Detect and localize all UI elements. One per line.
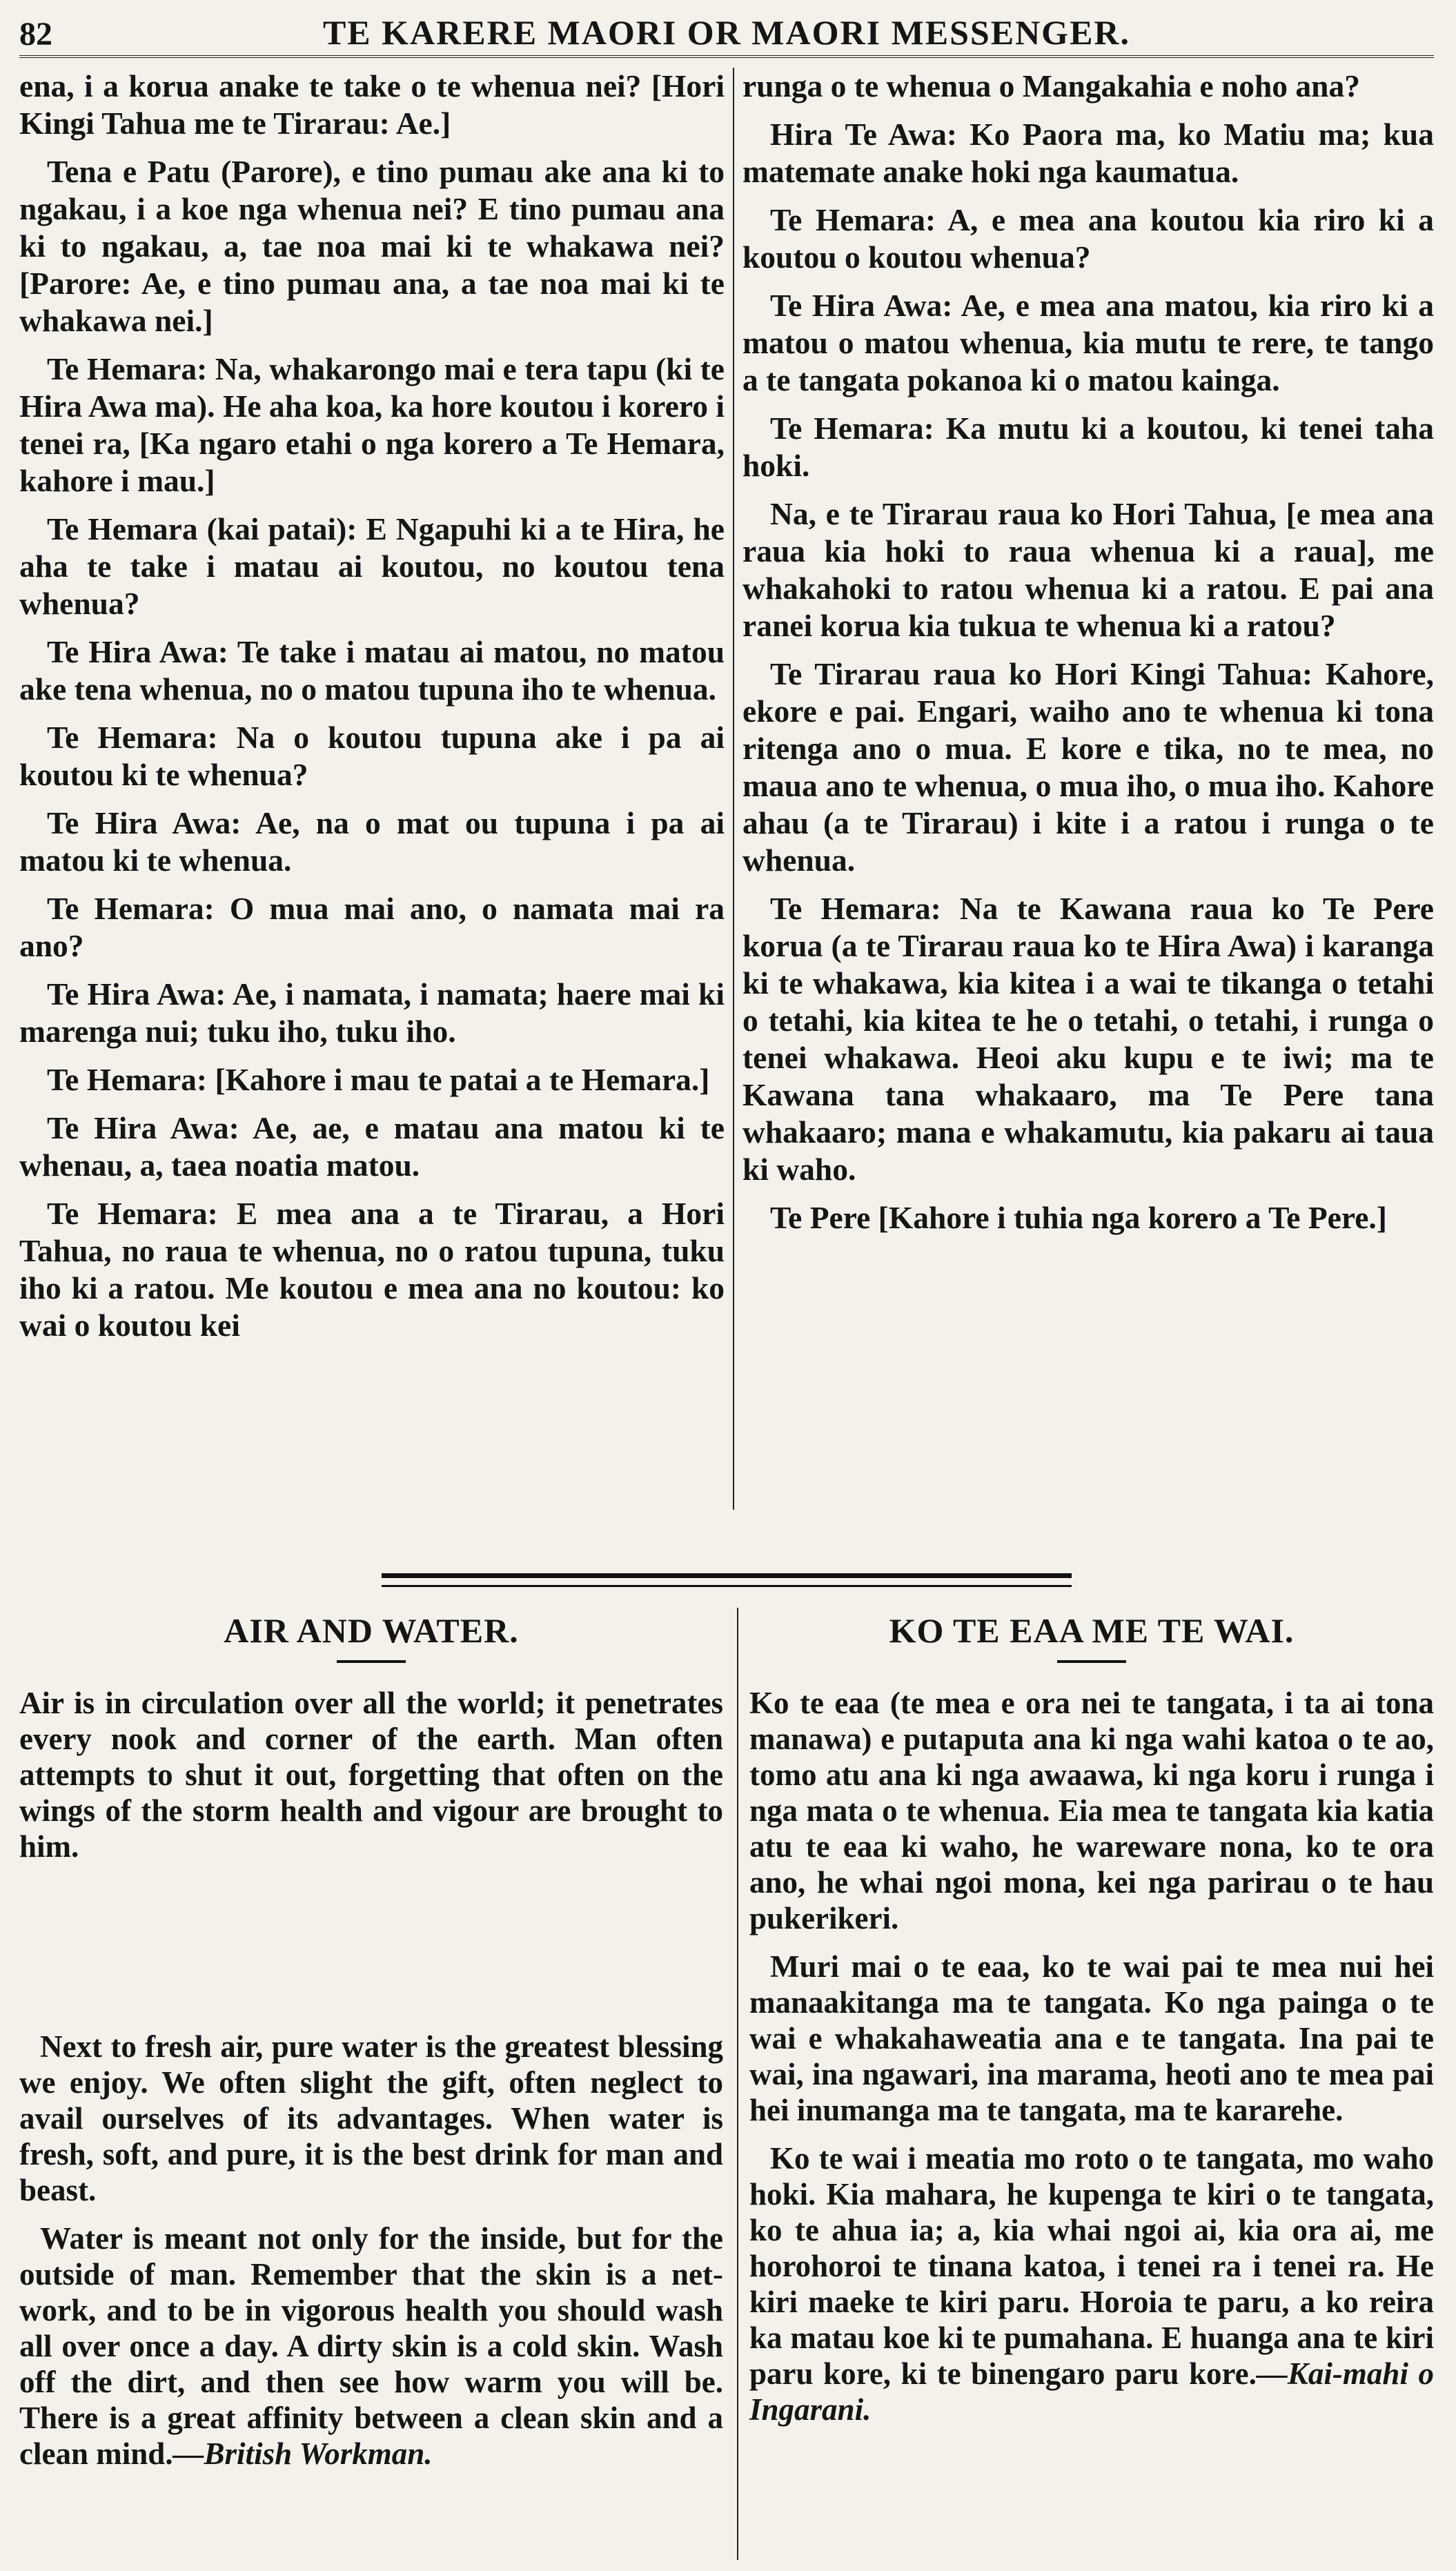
source-credit: —British Workman. bbox=[173, 2436, 433, 2471]
paragraph: Te Hemara (kai patai): E Ngapuhi ki a te Hira, he aha te take i matau ai koutou, no koutou tena whenua? bbox=[19, 511, 725, 621]
headline-rule bbox=[337, 1660, 406, 1663]
paragraph: Te Hemara: O mua mai ano, o namata mai ra ano? bbox=[19, 891, 725, 963]
column-gap bbox=[19, 1877, 723, 2029]
paragraph: Te Hemara: [Kahore i mau te patai a te Hemara.] bbox=[47, 1062, 710, 1097]
paragraph: Te Hira Awa: Ae, i namata, i namata; haere mai ki marenga nui; tuku iho, tuku iho. bbox=[19, 976, 725, 1049]
paragraph: Te Hemara: E mea ana a te Tirarau, a Hori Tahua, no raua te whenua, no o ratou tupuna, tuku iho ki a ratou. Me koutou e mea ana no koutou: ko wai o koutou kei bbox=[19, 1196, 725, 1343]
section-divider bbox=[382, 1573, 1072, 1587]
left-column bbox=[19, 68, 725, 1355]
maori-article bbox=[749, 1608, 1434, 2440]
headline-rule bbox=[1057, 1660, 1126, 1663]
paragraph: Te Hira Awa: Ae, na o mat ou tupuna i pa ai matou ki te whenua. bbox=[19, 805, 725, 878]
paragraph: Hira Te Awa: Ko Paora ma, ko Matiu ma; kua matemate anake hoki nga kaumatua. bbox=[742, 117, 1434, 189]
column-rule bbox=[737, 1608, 738, 2560]
paragraph: Te Hemara: Ka mutu ki a koutou, ki tenei taha hoki. bbox=[742, 411, 1434, 483]
paragraph: Te Hira Awa: Te take i matau ai matou, no matou ake tena whenua, no o matou tupuna iho te whenua. bbox=[19, 634, 725, 707]
proceedings-section bbox=[19, 68, 1434, 1510]
paragraph: runga o te whenua o Mangakahia e noho ana? bbox=[742, 68, 1360, 104]
article-headline: AIR AND WATER. bbox=[224, 1611, 519, 1650]
paragraph: Te Hemara: Na te Kawana raua ko Te Pere korua (a te Tirarau raua ko te Hira Awa) i karanga ki te whakawa, kia kitea i a wai te tikanga o tetahi o tetahi, kia kitea te he o tetahi, o tetahi, i runga o tenei whakawa. Heoi aku kupu e te iwi; ma te Kawana tana whakaaro, ma Te Pere tana whakaaro; mana e whakamutu, kia pakaru ai taua ki waho. bbox=[742, 891, 1434, 1187]
english-article bbox=[19, 1608, 723, 2484]
paragraph: ena, i a korua anake te take o te whenua nei? [Hori Kingi Tahua me te Tirarau: Ae.] bbox=[19, 68, 725, 141]
source-credit: —Kai-mahi o Ingarani. bbox=[749, 2356, 1434, 2427]
articles-section bbox=[19, 1608, 1434, 2560]
page-number: 82 bbox=[19, 16, 52, 52]
paragraph: Ko te eaa (te mea e ora nei te tangata, i ta ai tona manawa) e putaputa ana ki nga wahi katoa o te ao, tomo atu ana ki nga awaawa, ki nga koru i runga i nga mata o te whenua. Eia mea te tangata kia katia atu te eaa ki waho, he wareware nona, ko te ora ano, he whai ngoi mona, kei nga parirau o te hau pukerikeri. bbox=[749, 1686, 1434, 1935]
paragraph: Next to fresh air, pure water is the greatest blessing we enjoy. We often slight the gift, often neglect to avail ourselves of its advantages. When water is fresh, soft, and pure, it is the best drink for man and beast. bbox=[19, 2029, 723, 2207]
article-headline: KO TE EAA ME TE WAI. bbox=[889, 1611, 1295, 1650]
paragraph: Te Hemara: Na o koutou tupuna ake i pa ai koutou ki te whenua? bbox=[19, 720, 725, 792]
paragraph: Te Pere [Kahore i tuhia nga korero a Te Pere.] bbox=[770, 1200, 1387, 1235]
running-head: TE KARERE MAORI OR MAORI MESSENGER. bbox=[322, 13, 1131, 52]
masthead bbox=[19, 12, 1434, 58]
paragraph: Na, e te Tirarau raua ko Hori Tahua, [e mea ana raua kia hoki to raua whenua ki a raua], me whakahoki to ratou whenua ki a ratou. E pai ana ranei korua kia tukua te whenua ki a ratou? bbox=[742, 496, 1434, 643]
paragraph: Te Tirarau raua ko Hori Kingi Tahua: Kahore, ekore e pai. Engari, waiho ano te whenua ki tona ritenga ano o mua. E kore e tika, no te mea, no maua ano te whenua, o mua iho, o mua iho. Kahore ahau (a te Tirarau) i kite i a ratou i runga o te whenua. bbox=[742, 656, 1434, 878]
column-rule bbox=[733, 68, 734, 1510]
paragraph bbox=[19, 2220, 723, 2472]
paragraph: Te Hemara: A, e mea ana koutou kia riro ki a koutou o koutou whenua? bbox=[742, 202, 1434, 275]
paragraph: Air is in circulation over all the world; it penetrates every nook and corner of the earth. Man often attempts to shut it out, forgetting that often on the wings of the storm health and vigour are brought to him. bbox=[19, 1686, 723, 1864]
paragraph: Tena e Patu (Parore), e tino pumau ake ana ki to ngakau, i a koe nga whenua nei? E tino pumau ana ki to ngakau, a, tae noa mai ki te whakawa nei? [Parore: Ae, e tino pumau ana, a tae noa mai ki te whakawa nei.] bbox=[19, 154, 725, 338]
paragraph-text: Ko te wai i meatia mo roto o te tangata, mo waho hoki. Kia mahara, he kupenga te kiri o te tangata, ko te ahua ia; a, kia whai ngoi ai, kia ora ai, me horohoroi te tinana katoa, i tenei ra i tenei ra. He kiri maeke te kiri paru. Horoia te paru, a ko reira ka matau koe ki te pumahana. E huanga ana te kiri paru kore, ki te binengaro paru kore. bbox=[749, 2141, 1434, 2391]
paragraph: Muri mai o te eaa, ko te wai pai te mea nui hei manaakitanga ma te tangata. Ko nga painga o te wai e whakahaweatia ana e te tangata. Ina pai te wai, ina ngawari, ina marama, heoti ano te mea pai hei inumanga ma te tangata, ma te kararehe. bbox=[749, 1949, 1434, 2127]
paragraph: Te Hemara: Na, whakarongo mai e tera tapu (ki te Hira Awa ma). He aha koa, ka hore koutou i korero i tenei ra, [Ka ngaro etahi o nga korero a Te Hemara, kahore i mau.] bbox=[19, 351, 725, 498]
paragraph: Te Hira Awa: Ae, e mea ana matou, kia riro ki a matou o matou whenua, kia mutu te rere, te tango a te tangata pokanoa ki o matou kainga. bbox=[742, 288, 1434, 397]
paragraph: Te Hira Awa: Ae, ae, e matau ana matou ki te whenau, a, taea noatia matou. bbox=[19, 1110, 725, 1183]
paragraph bbox=[749, 2140, 1434, 2427]
right-column bbox=[742, 68, 1434, 1248]
paragraph-text: Water is meant not only for the inside, but for the outside of man. Remember that the skin is a net-work, and to be in vigorous health you should wash all over once a day. A dirty skin is a cold skin. Wash off the dirt, and then see how warm you will be. There is a great affinity between a clean skin and a clean mind. bbox=[19, 2221, 723, 2471]
